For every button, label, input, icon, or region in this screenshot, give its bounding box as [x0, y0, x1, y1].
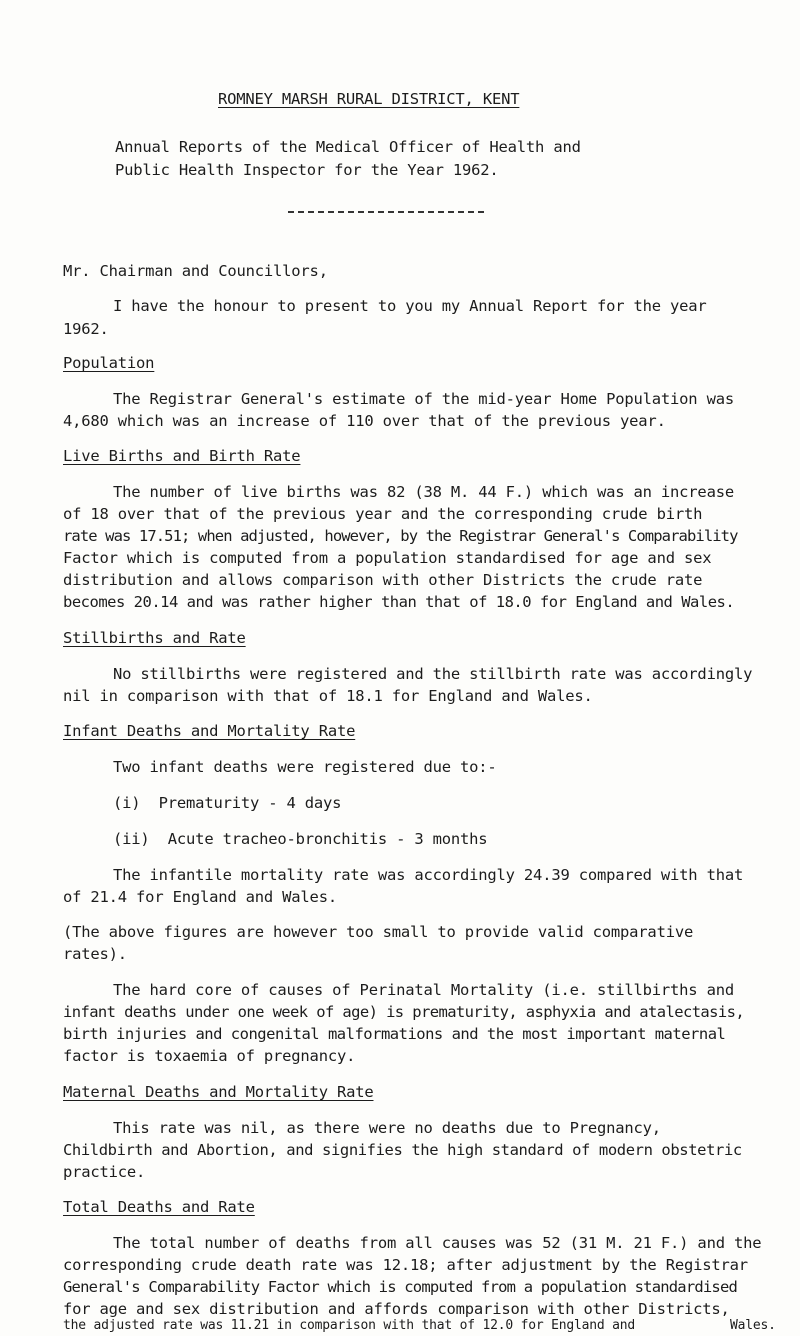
population-line: The Registrar General's estimate of the mid-year Home Population was [113, 390, 734, 408]
total-deaths-line: General's Comparability Factor which is computed from a population standardised [63, 1278, 738, 1296]
perinatal-para: infant deaths under one week of age) is prematurity, asphyxia and atalectasis, [63, 1003, 745, 1021]
perinatal-para: factor is toxaemia of pregnancy. [63, 1047, 356, 1065]
stillbirths-heading: Stillbirths and Rate [63, 629, 246, 647]
document-header: ROMNEY MARSH RURAL DISTRICT, KENT [218, 90, 520, 108]
total-deaths-line: Wales. [730, 1318, 776, 1333]
population-heading: Population [63, 354, 155, 372]
separator-rule [288, 211, 484, 213]
total-deaths-line: corresponding crude death rate was 12.18; after adjustment by the Registrar [63, 1256, 748, 1274]
infant-death-cause: (ii) Acute tracheo-bronchitis - 3 months [113, 830, 488, 848]
total-deaths-heading: Total Deaths and Rate [63, 1198, 255, 1216]
infant-deaths-note: (The above figures are however too small to provide valid comparative [63, 923, 694, 941]
population-line: 4,680 which was an increase of 110 over that of the previous year. [63, 412, 666, 430]
infant-deaths-heading: Infant Deaths and Mortality Rate [63, 722, 356, 740]
subtitle-line-2: Public Health Inspector for the Year 1962. [115, 161, 499, 179]
stillbirths-line: No stillbirths were registered and the stillbirth rate was accordingly [113, 665, 753, 683]
total-deaths-line: for age and sex distribution and affords comparison with other Districts, [63, 1300, 730, 1318]
subtitle-line-1: Annual Reports of the Medical Officer of Health and [115, 138, 581, 156]
stillbirths-line: nil in comparison with that of 18.1 for England and Wales. [63, 687, 593, 705]
infant-deaths-intro: Two infant deaths were registered due to:- [113, 758, 497, 776]
live-births-line: The number of live births was 82 (38 M. 44 F.) which was an increase [113, 483, 734, 501]
live-births-line: becomes 20.14 and was rather higher than that of 18.0 for England and Wales. [63, 593, 735, 611]
infant-deaths-para: of 21.4 for England and Wales. [63, 888, 337, 906]
perinatal-para: The hard core of causes of Perinatal Mortality (i.e. stillbirths and [113, 981, 734, 999]
live-births-line: rate was 17.51; when adjusted, however, by the Registrar General's Comparability [63, 527, 738, 545]
infant-deaths-para: The infantile mortality rate was accordingly 24.39 compared with that [113, 866, 744, 884]
perinatal-para: birth injuries and congenital malformations and the most important maternal [63, 1025, 726, 1043]
maternal-heading: Maternal Deaths and Mortality Rate [63, 1083, 374, 1101]
intro-line-1: I have the honour to present to you my Annual Report for the year [113, 297, 707, 315]
maternal-line: practice. [63, 1163, 146, 1181]
live-births-heading: Live Births and Birth Rate [63, 447, 301, 465]
total-deaths-line: the adjusted rate was 11.21 in comparison with that of 12.0 for England and [63, 1318, 635, 1333]
total-deaths-line: The total number of deaths from all causes was 52 (31 M. 21 F.) and the [113, 1234, 762, 1252]
maternal-line: Childbirth and Abortion, and signifies the high standard of modern obstetric [63, 1141, 742, 1159]
live-births-line: Factor which is computed from a population standardised for age and sex [63, 549, 712, 567]
maternal-line: This rate was nil, as there were no deaths due to Pregnancy, [113, 1119, 661, 1137]
live-births-line: distribution and allows comparison with other Districts the crude rate [63, 571, 703, 589]
infant-death-cause: (i) Prematurity - 4 days [113, 794, 342, 812]
live-births-line: of 18 over that of the previous year and the corresponding crude birth [63, 505, 703, 523]
intro-line-2: 1962. [63, 320, 109, 338]
salutation: Mr. Chairman and Councillors, [63, 262, 328, 280]
infant-deaths-note: rates). [63, 945, 127, 963]
